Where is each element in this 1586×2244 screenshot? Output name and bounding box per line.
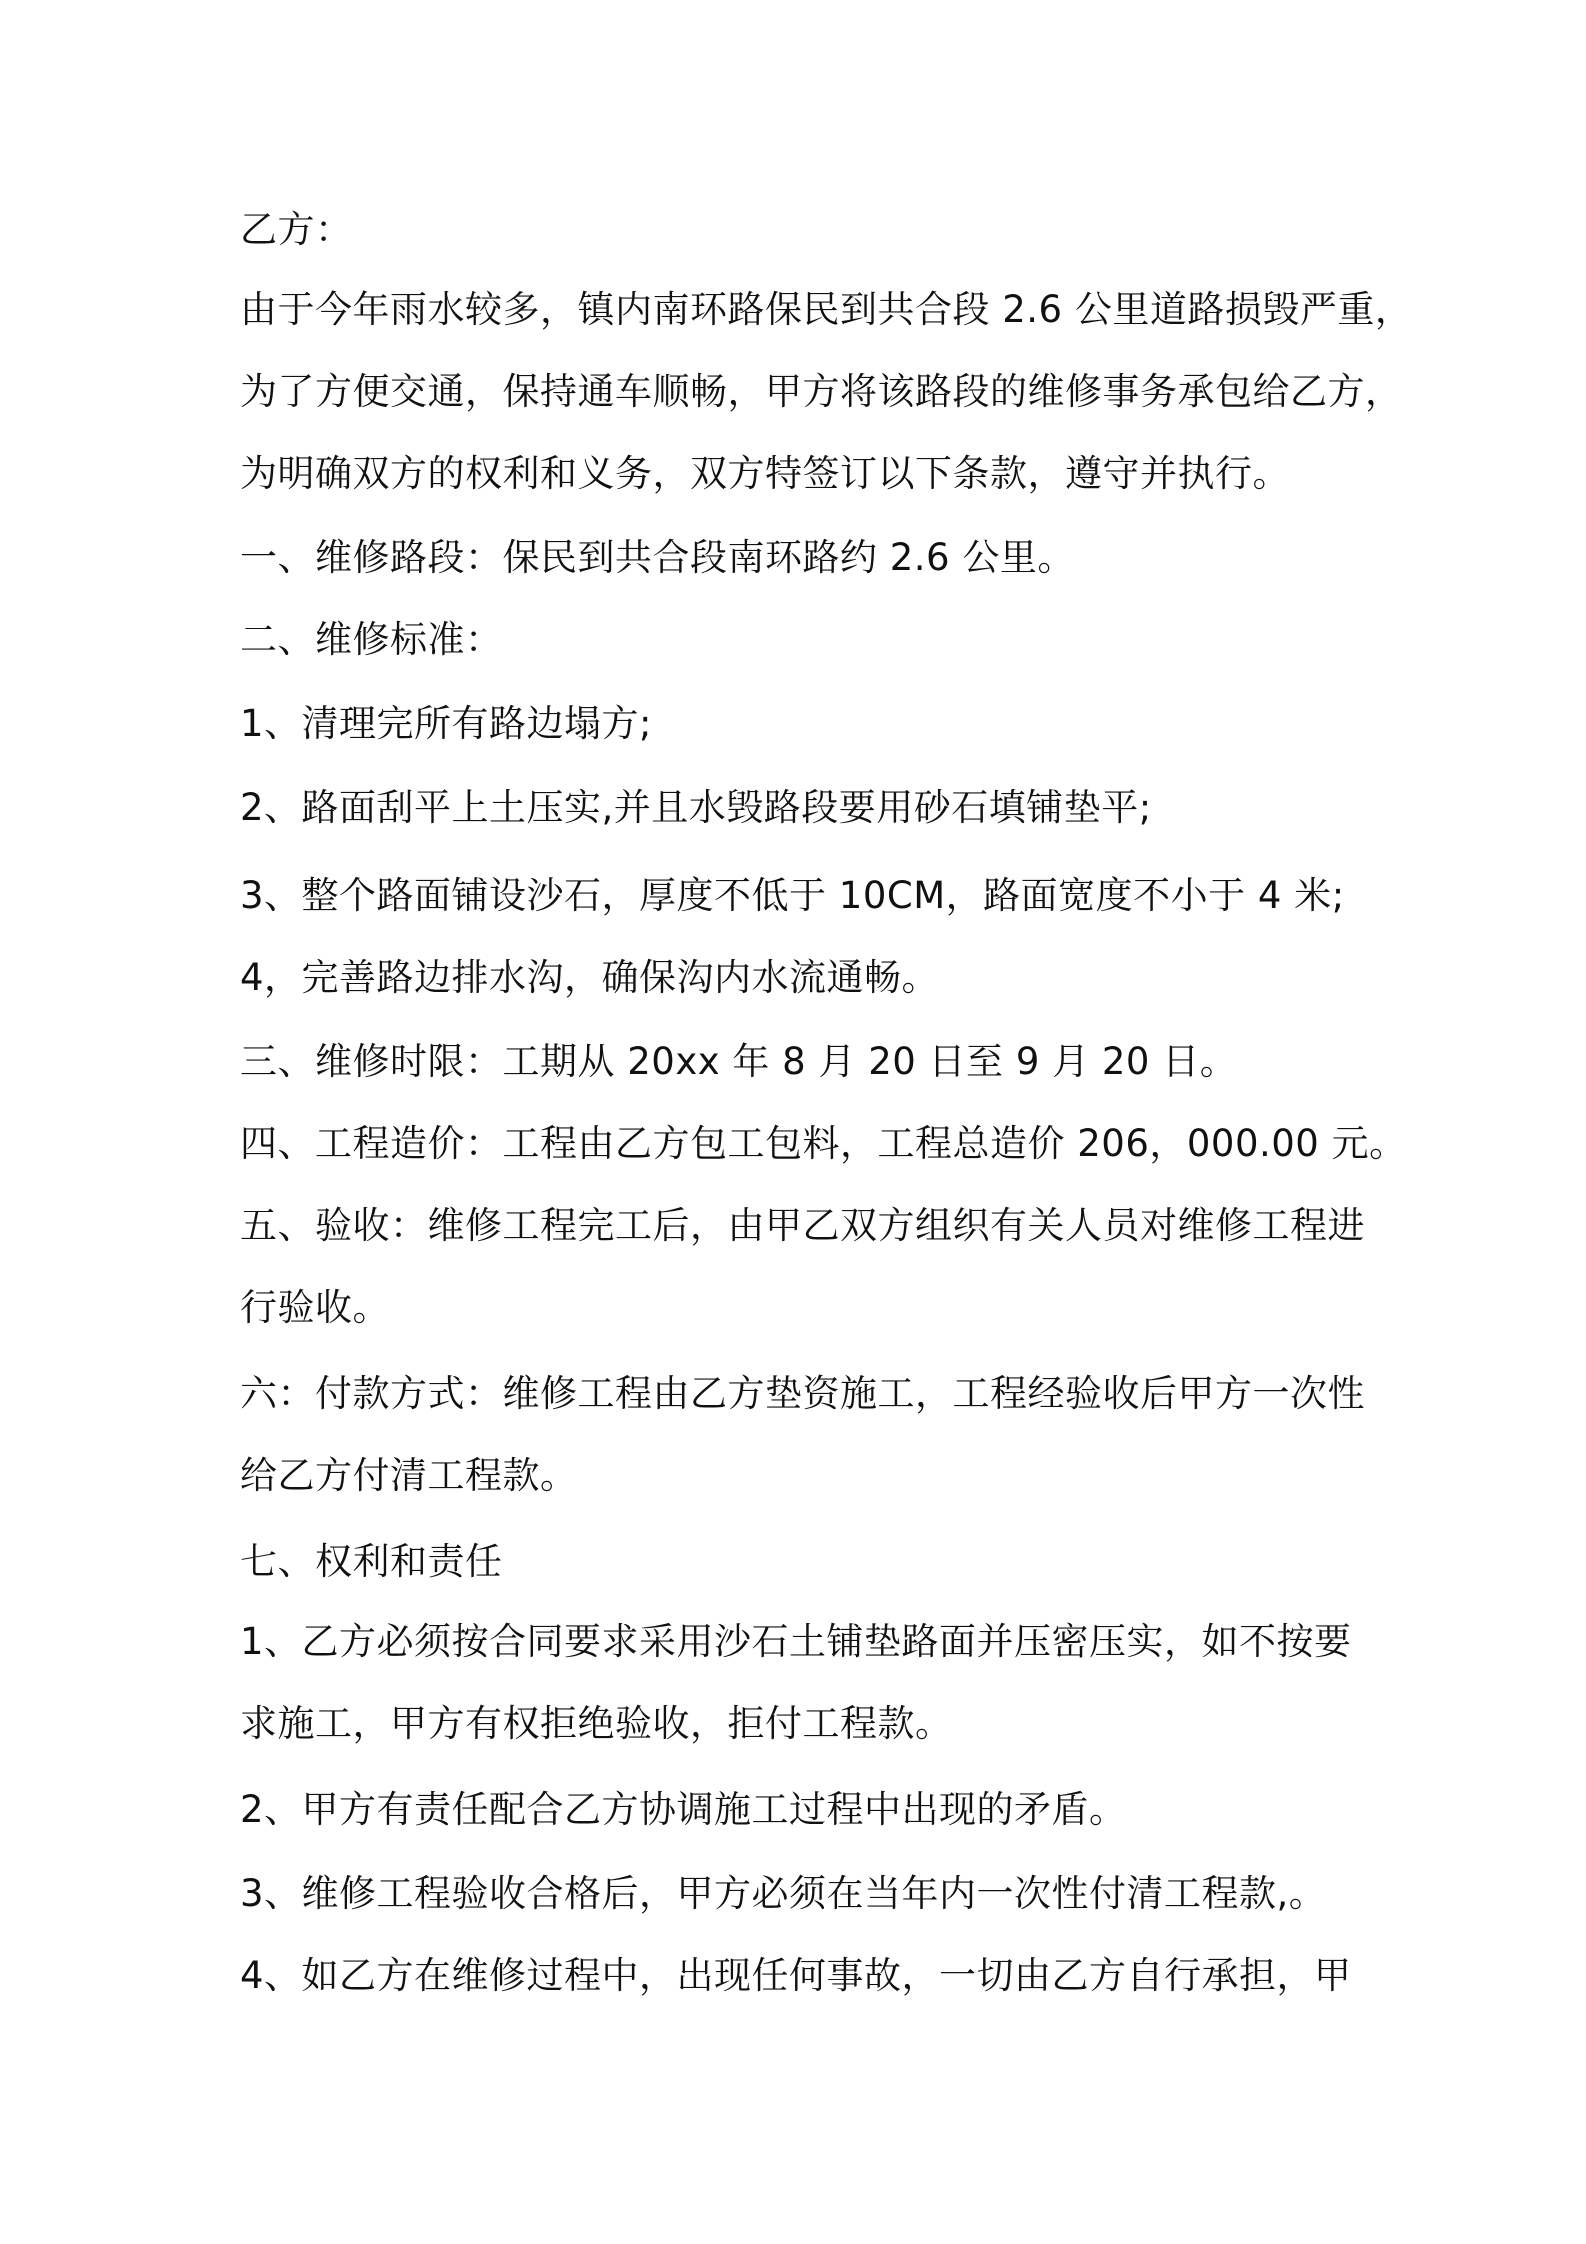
standard-item-1: 1、清理完所有路边塌方; — [240, 702, 653, 745]
section-5-line-2: 行验收。 — [240, 1286, 390, 1329]
section-3-heading: 三、维修时限：工期从 20xx 年 8 月 20 日至 9 月 20 日。 — [240, 1040, 1238, 1083]
duty-item-4-line-1: 4、如乙方在维修过程中，出现任何事故，一切由乙方自行承担，甲 — [240, 1954, 1352, 1997]
section-6-line-1: 六：付款方式：维修工程由乙方垫资施工，工程经验收后甲方一次性 — [240, 1372, 1365, 1415]
duty-item-2: 2、甲方有责任配合乙方协调施工过程中出现的矛盾。 — [240, 1788, 1127, 1831]
standard-item-4: 4，完善路边排水沟，确保沟内水流通畅。 — [240, 956, 940, 999]
intro-line-2: 为了方便交通，保持通车顺畅，甲方将该路段的维修事务承包给乙方， — [240, 370, 1403, 413]
duty-item-3: 3、维修工程验收合格后，甲方必须在当年内一次性付清工程款,。 — [240, 1872, 1327, 1915]
section-5-line-1: 五、验收：维修工程完工后，由甲乙双方组织有关人员对维修工程进 — [240, 1204, 1365, 1247]
duty-item-1-line-2: 求施工，甲方有权拒绝验收，拒付工程款。 — [240, 1702, 953, 1745]
intro-line-3: 为明确双方的权利和义务，双方特签订以下条款，遵守并执行。 — [240, 452, 1290, 495]
section-7-heading: 七、权利和责任 — [240, 1540, 503, 1583]
section-6-line-2: 给乙方付清工程款。 — [240, 1454, 578, 1497]
section-4-heading: 四、工程造价：工程由乙方包工包料，工程总造价 206，000.00 元。 — [240, 1122, 1407, 1165]
section-2-heading: 二、维修标准： — [240, 618, 503, 661]
section-1-heading: 一、维修路段：保民到共合段南环路约 2.6 公里。 — [240, 536, 1075, 579]
duty-item-1-line-1: 1、乙方必须按合同要求采用沙石土铺垫路面并压密压实，如不按要 — [240, 1620, 1352, 1663]
standard-item-3: 3、整个路面铺设沙石，厚度不低于 10CM，路面宽度不小于 4 米; — [240, 874, 1345, 917]
intro-line-1: 由于今年雨水较多，镇内南环路保民到共合段 2.6 公里道路损毁严重， — [240, 288, 1413, 331]
party-b-label: 乙方： — [240, 208, 353, 251]
standard-item-2: 2、路面刮平上土压实,并且水毁路段要用砂石填铺垫平; — [240, 786, 1152, 829]
